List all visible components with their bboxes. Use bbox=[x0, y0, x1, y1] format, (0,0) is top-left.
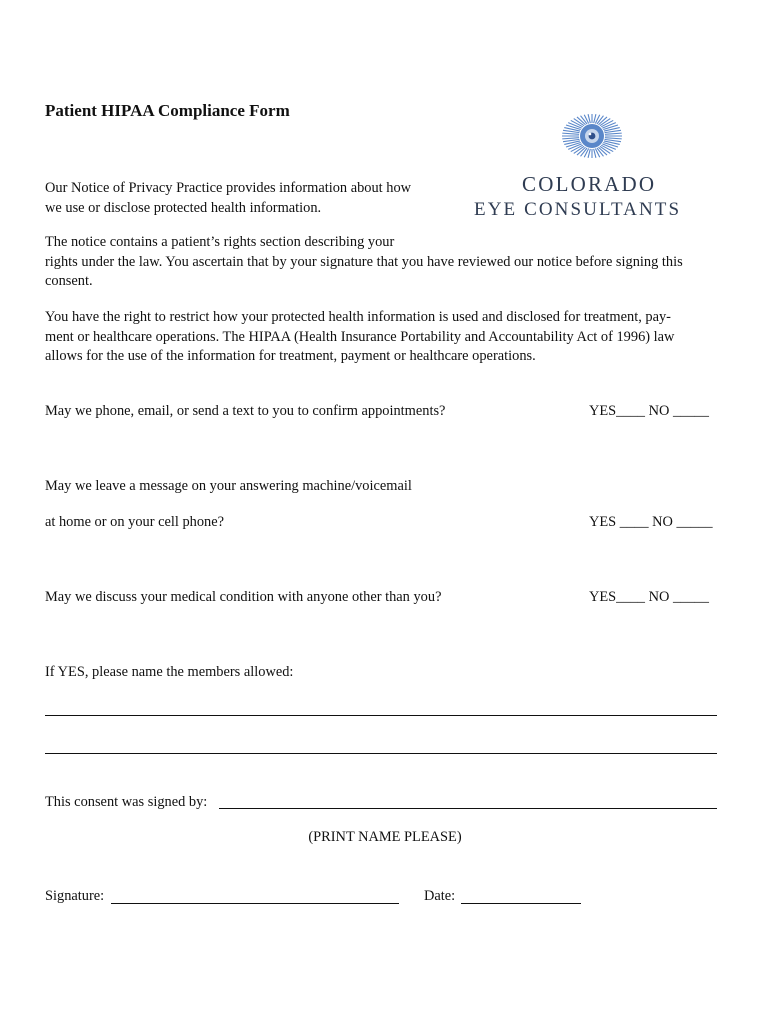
form-title: Patient HIPAA Compliance Form bbox=[45, 101, 290, 120]
notice-paragraph: The notice contains a patient’s rights section describing your rights under the law. You ascertain that by your signature that you have reviewed our notice before signing this consent. bbox=[45, 234, 683, 289]
question-medical-condition: May we discuss your medical condition with anyone other than you? bbox=[45, 589, 442, 605]
eye-lash bbox=[594, 114, 596, 123]
signature-line[interactable] bbox=[111, 903, 399, 904]
question-appointments: May we phone, email, or send a text to you to confirm appointments? bbox=[45, 403, 446, 419]
signed-by-line[interactable] bbox=[219, 808, 717, 809]
members-line-1[interactable] bbox=[45, 715, 717, 716]
restrict-paragraph: You have the right to restrict how your protected health information is used and disclosed for treatment, pay- ment or healthcare operations. The HIPAA (Health Insurance Portability and Accountability Act of 1996) law allows for the use of the information for treatment, payment or healthcare operations. bbox=[45, 309, 675, 364]
logo-text-eye-consultants: EYE CONSULTANTS bbox=[474, 199, 682, 220]
question-medical-condition-yes-no[interactable]: YES____ NO _____ bbox=[589, 589, 709, 605]
eye-lash bbox=[594, 149, 596, 158]
members-allowed-label: If YES, please name the members allowed: bbox=[45, 664, 294, 680]
eye-lash bbox=[605, 138, 622, 139]
date-label: Date: bbox=[424, 888, 456, 904]
eye-lash bbox=[562, 133, 579, 134]
print-name-note: (PRINT NAME PLEASE) bbox=[308, 829, 462, 845]
signature-label: Signature: bbox=[45, 888, 105, 904]
date-line[interactable] bbox=[461, 903, 581, 904]
logo-text-colorado: COLORADO bbox=[522, 172, 657, 196]
signed-by-label: This consent was signed by: bbox=[45, 794, 208, 810]
eye-lash bbox=[562, 138, 579, 139]
eye-lash bbox=[588, 149, 590, 158]
eye-icon bbox=[557, 111, 627, 161]
question-voicemail-line2: at home or on your cell phone? bbox=[45, 514, 225, 530]
eye-lash bbox=[588, 114, 590, 123]
question-voicemail-yes-no[interactable]: YES ____ NO _____ bbox=[589, 514, 713, 530]
intro-paragraph: Our Notice of Privacy Practice provides information about how we use or disclose protected health information. bbox=[45, 180, 412, 216]
eye-lash bbox=[605, 133, 622, 134]
members-line-2[interactable] bbox=[45, 753, 717, 754]
question-appointments-yes-no[interactable]: YES____ NO _____ bbox=[589, 403, 709, 419]
question-voicemail-line1: May we leave a message on your answering machine/voicemail bbox=[45, 478, 412, 494]
